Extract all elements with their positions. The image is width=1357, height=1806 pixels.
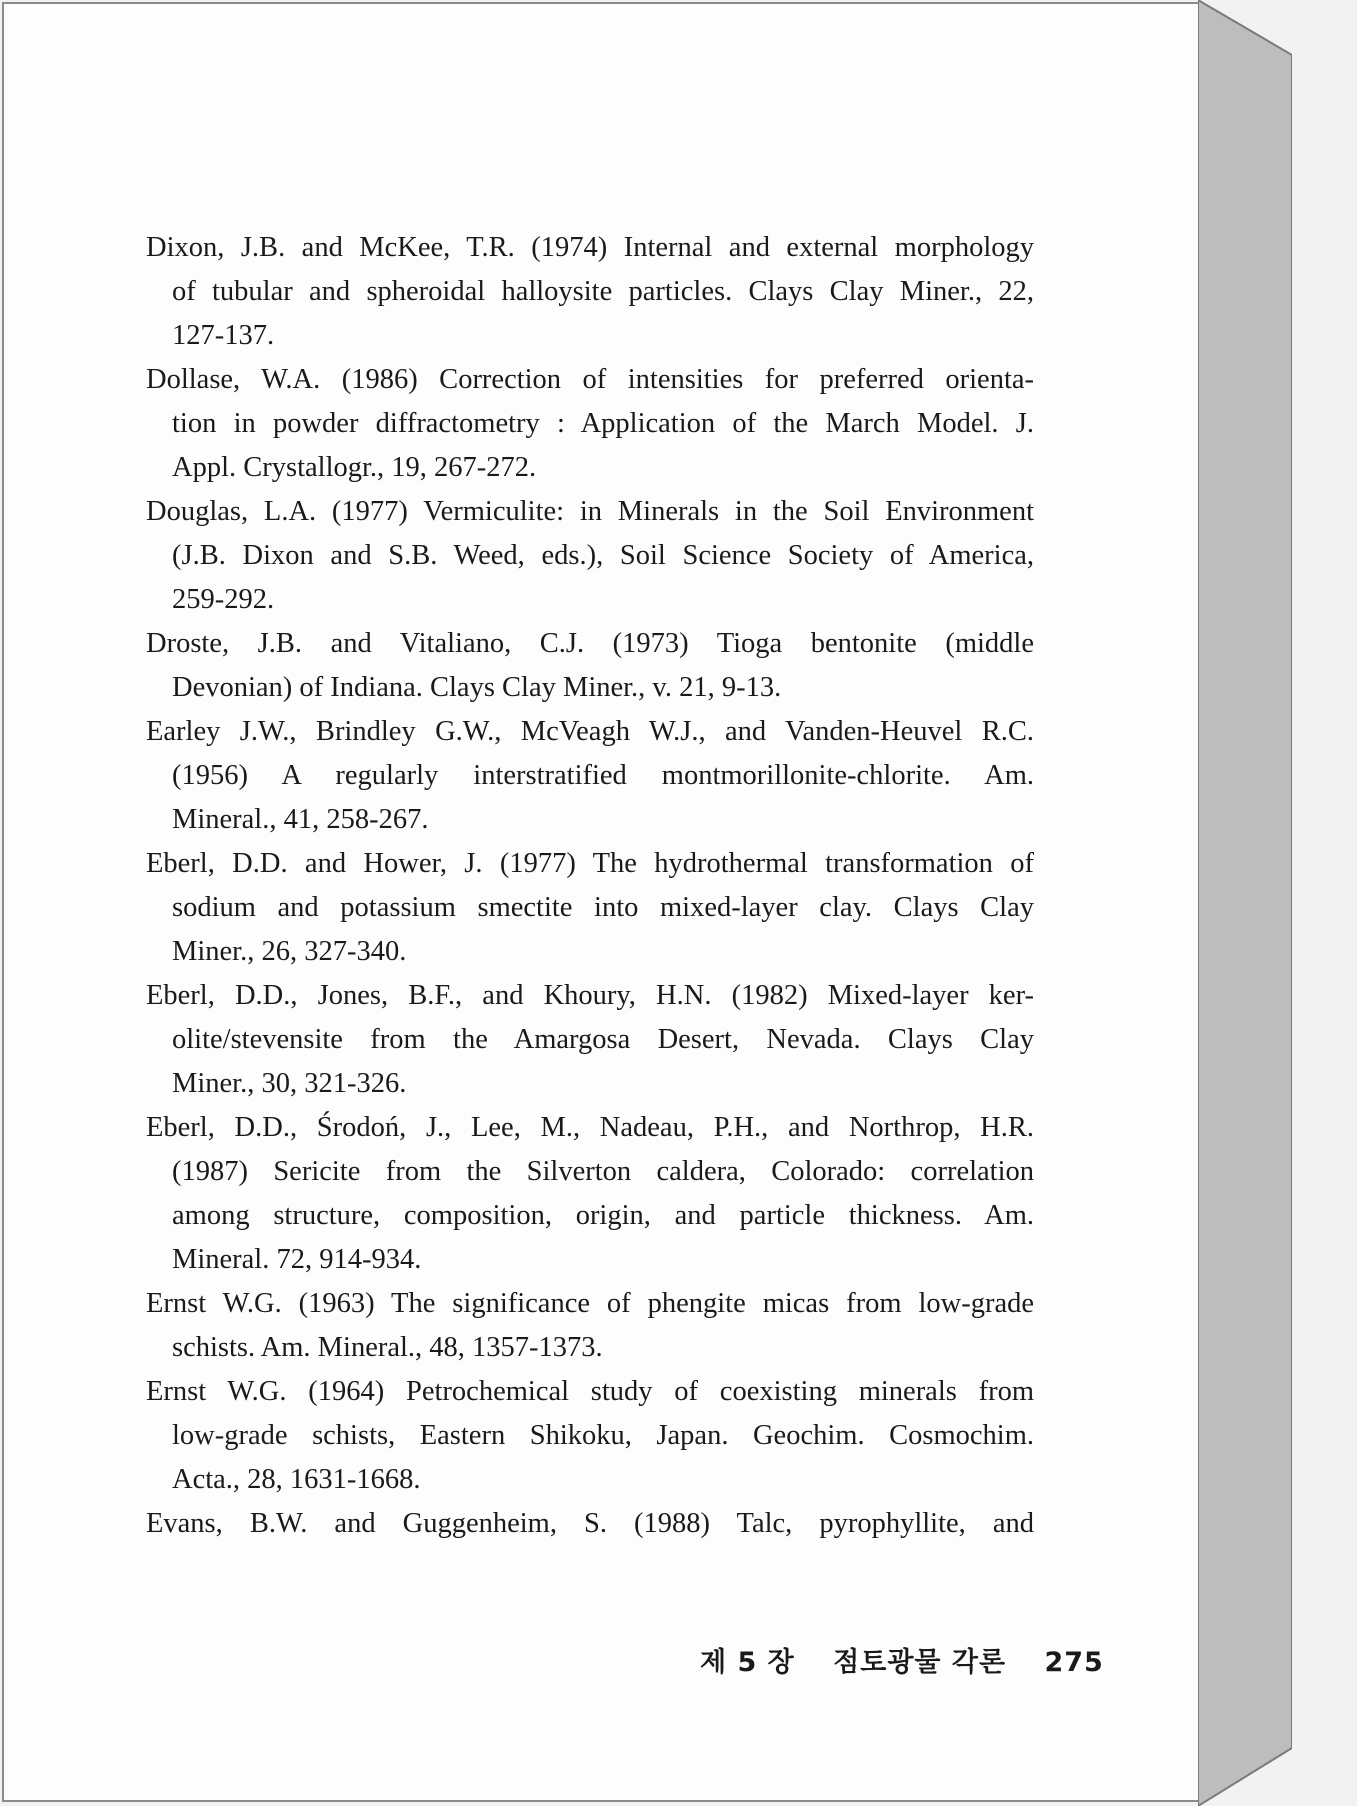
reference-entry bbox=[146, 1106, 1034, 1282]
reference-line: (1956) A regularly interstratified montmorillonite-chlorite. Am. bbox=[172, 760, 1034, 791]
reference-line: Miner., 26, 327-340. bbox=[172, 936, 407, 967]
reference-line: olite/stevensite from the Amargosa Desert, Nevada. Clays Clay bbox=[172, 1024, 1034, 1055]
reference-list bbox=[146, 226, 1034, 1546]
reference-entry bbox=[146, 490, 1034, 622]
reference-entry bbox=[146, 226, 1034, 358]
reference-line: Eberl, D.D. and Hower, J. (1977) The hydrothermal transformation of bbox=[146, 848, 1034, 879]
reference-line: Eberl, D.D., Środoń, J., Lee, M., Nadeau, P.H., and Northrop, H.R. bbox=[146, 1112, 1034, 1143]
reference-entry bbox=[146, 974, 1034, 1106]
reference-line: tion in powder diffractometry : Application of the March Model. J. bbox=[172, 408, 1034, 439]
reference-entry bbox=[146, 622, 1034, 710]
reference-line: Eberl, D.D., Jones, B.F., and Khoury, H.N. (1982) Mixed-layer ker- bbox=[146, 980, 1034, 1011]
reference-line: Earley J.W., Brindley G.W., McVeagh W.J., and Vanden-Heuvel R.C. bbox=[146, 716, 1034, 747]
page-footer bbox=[700, 1640, 1132, 1679]
reference-line: (J.B. Dixon and S.B. Weed, eds.), Soil Science Society of America, bbox=[172, 540, 1034, 571]
reference-line: Devonian) of Indiana. Clays Clay Miner., v. 21, 9-13. bbox=[172, 672, 782, 703]
reference-line: Dixon, J.B. and McKee, T.R. (1974) Internal and external morphology bbox=[146, 232, 1034, 263]
chapter-label: 제 5 장 bbox=[700, 1647, 795, 1678]
reference-line: Miner., 30, 321-326. bbox=[172, 1068, 407, 1099]
reference-line: Evans, B.W. and Guggenheim, S. (1988) Talc, pyrophyllite, and bbox=[146, 1508, 1034, 1539]
reference-line: Acta., 28, 1631-1668. bbox=[172, 1464, 421, 1495]
reference-line: Dollase, W.A. (1986) Correction of intensities for preferred orienta- bbox=[146, 364, 1034, 395]
section-title: 점토광물 각론 bbox=[833, 1647, 1007, 1678]
reference-line: Mineral. 72, 914-934. bbox=[172, 1244, 422, 1275]
reference-line: among structure, composition, origin, and particle thickness. Am. bbox=[172, 1200, 1034, 1231]
reference-line: of tubular and spheroidal halloysite particles. Clays Clay Miner., 22, bbox=[172, 276, 1034, 307]
reference-entry bbox=[146, 1502, 1034, 1546]
reference-line: Ernst W.G. (1964) Petrochemical study of coexisting minerals from bbox=[146, 1376, 1034, 1407]
reference-line: Appl. Crystallogr., 19, 267-272. bbox=[172, 452, 537, 483]
reference-line: low-grade schists, Eastern Shikoku, Japan. Geochim. Cosmochim. bbox=[172, 1420, 1034, 1451]
reference-line: Mineral., 41, 258-267. bbox=[172, 804, 429, 835]
reference-entry bbox=[146, 1370, 1034, 1502]
reference-line: Droste, J.B. and Vitaliano, C.J. (1973) Tioga bentonite (middle bbox=[146, 628, 1034, 659]
reference-line: Ernst W.G. (1963) The significance of phengite micas from low-grade bbox=[146, 1288, 1034, 1319]
reference-line: (1987) Sericite from the Silverton caldera, Colorado: correlation bbox=[172, 1156, 1034, 1187]
reference-line: 259-292. bbox=[172, 584, 275, 615]
reference-entry bbox=[146, 710, 1034, 842]
reference-line: sodium and potassium smectite into mixed-layer clay. Clays Clay bbox=[172, 892, 1034, 923]
page-edge-shading bbox=[1198, 0, 1292, 1806]
reference-entry bbox=[146, 842, 1034, 974]
page-number: 275 bbox=[1044, 1647, 1104, 1678]
reference-line: 127-137. bbox=[172, 320, 275, 351]
reference-entry bbox=[146, 1282, 1034, 1370]
reference-line: schists. Am. Mineral., 48, 1357-1373. bbox=[172, 1332, 603, 1363]
reference-line: Douglas, L.A. (1977) Vermiculite: in Minerals in the Soil Environment bbox=[146, 496, 1034, 527]
reference-entry bbox=[146, 358, 1034, 490]
